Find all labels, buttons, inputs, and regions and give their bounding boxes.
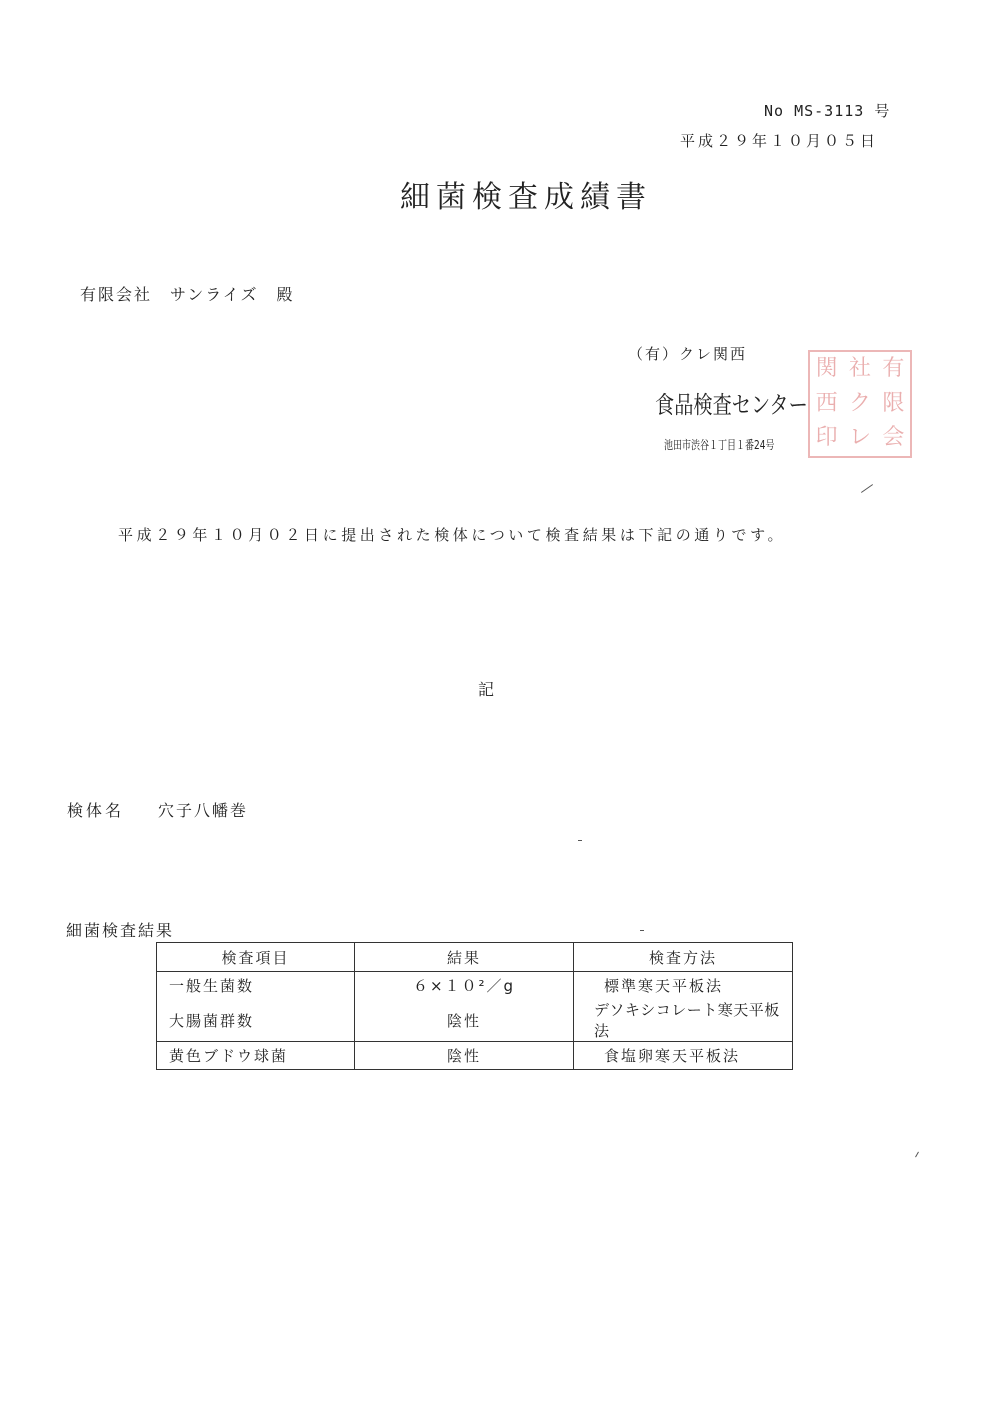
table-header-row	[157, 943, 793, 972]
column-header: 結果	[355, 943, 574, 972]
results-heading: 細菌検査結果	[66, 921, 175, 940]
column-header: 検査方法	[574, 943, 793, 972]
scan-speck	[861, 484, 873, 493]
issuer-center: 食品検査センター	[655, 391, 808, 419]
table-row	[157, 999, 793, 1042]
test-item: 大腸菌群数	[157, 999, 355, 1042]
document-number: No MS-3113 号	[764, 102, 891, 120]
test-result: 陰性	[355, 1042, 574, 1070]
scan-speck	[640, 930, 644, 931]
document-title: 細菌検査成績書	[400, 180, 652, 215]
ki-marker: 記	[478, 680, 495, 699]
recipient: 有限会社 サンライズ 殿	[80, 285, 295, 304]
test-method: 標準寒天平板法	[574, 972, 793, 1000]
table-row	[157, 1042, 793, 1070]
column-header: 検査項目	[157, 943, 355, 972]
issue-date: 平成２９年１０月０５日	[680, 132, 879, 150]
issuer-address: 池田市渋谷１丁目１番24号	[664, 438, 775, 452]
sample-name-label: 検体名	[67, 801, 125, 820]
test-result: ６×１０²／g	[355, 972, 574, 1000]
issuer-company: （有）クレ関西	[628, 345, 748, 363]
company-seal-stamp: 関 社 有 西 ク 限 印 レ 会	[808, 350, 912, 458]
scan-speck	[915, 1152, 919, 1158]
sample-name-value: 穴子八幡巻	[158, 801, 249, 820]
intro-statement: 平成２９年１０月０２日に提出された検体について検査結果は下記の通りです。	[118, 526, 787, 544]
results-table	[156, 942, 793, 1070]
test-method: 食塩卵寒天平板法	[574, 1042, 793, 1070]
test-method: デソキシコレート寒天平板法	[574, 999, 793, 1042]
scan-speck	[578, 840, 582, 841]
test-item: 黄色ブドウ球菌	[157, 1042, 355, 1070]
table-row	[157, 972, 793, 1000]
test-result: 陰性	[355, 999, 574, 1042]
test-item: 一般生菌数	[157, 972, 355, 1000]
